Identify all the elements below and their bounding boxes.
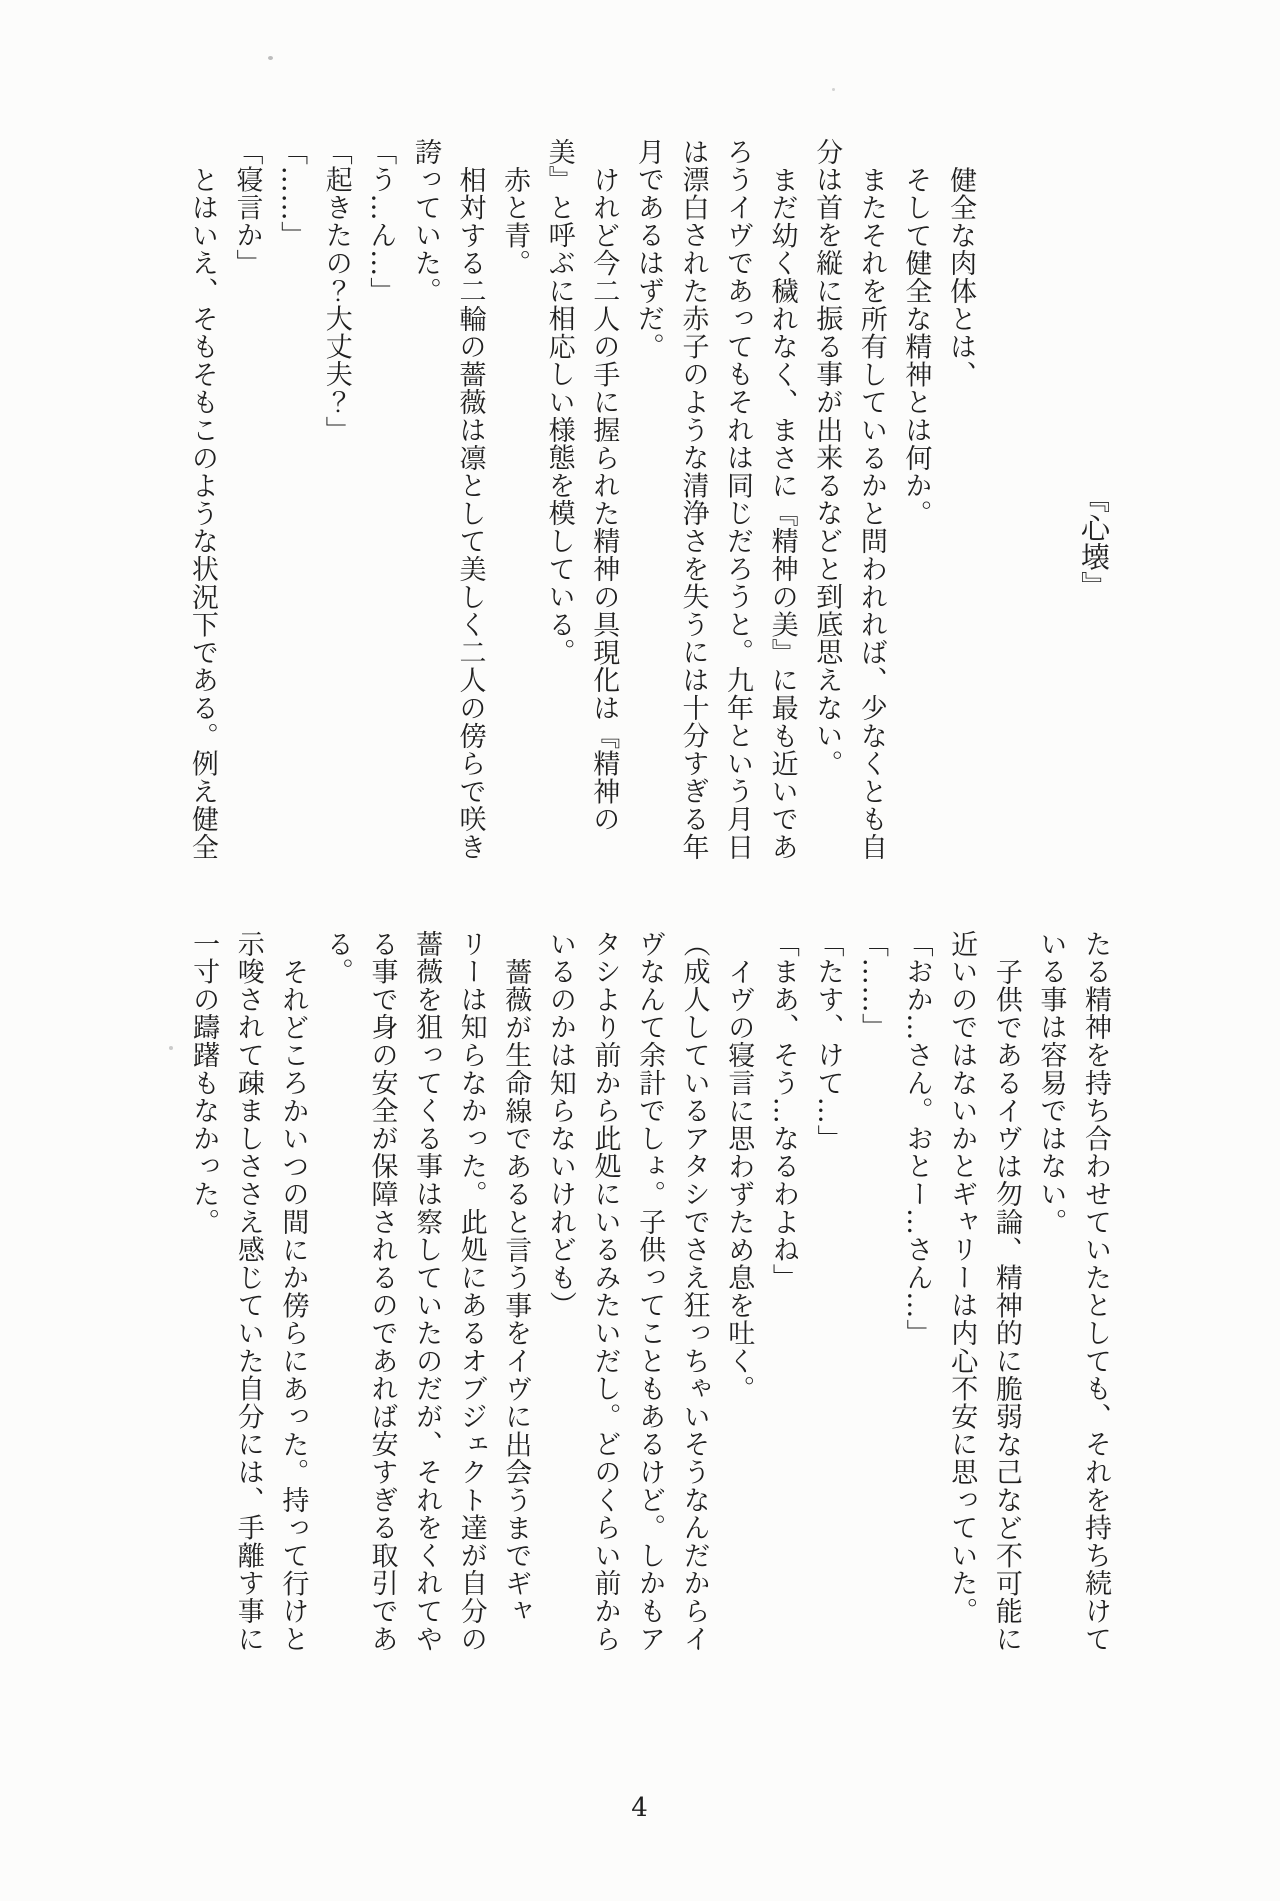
paragraph: 「おか…さん。おとー…さん…」: [901, 930, 933, 1347]
paragraph: （成人しているアタシでさえ狂っちゃいそうなんだからイヴなんて余計でしょ。子供ってこともあるけど。しかもアタシより前から此処にいるみたいだし。どのくらい前からいるのかは知らないけれども）: [544, 930, 710, 1653]
paragraph: 赤と青。: [499, 166, 531, 278]
paragraph: 「う…ん…」: [365, 138, 397, 305]
paragraph: たる精神を持ち合わせていたとしても、それを持ち続けている事は容易ではない。: [1035, 930, 1111, 1653]
paragraph: 「……」: [857, 930, 889, 1042]
paragraph: けれど今二人の手に握られた精神の具現化は『精神の美』と呼ぶに相応しい様態を模している。: [543, 138, 620, 834]
paragraph: そして健全な精神とは何か。: [900, 166, 932, 528]
paragraph: 「たす、けて…」: [812, 930, 844, 1153]
scan-speck: [832, 88, 835, 91]
paragraph: 子供であるイヴは勿論、精神的に脆弱な己など不可能に近いのではないかとギャリーは内心不安に思っていた。: [946, 930, 1022, 1653]
paragraph: 「……」: [276, 138, 308, 250]
paragraph: とはいえ、そもそもこのような状況下である。例え健全: [186, 166, 218, 861]
paragraph: 「まあ、そう…なるわよね」: [767, 930, 799, 1292]
paragraph: 「寝言か」: [231, 138, 263, 277]
paragraph: まだ幼く穢れなく、まさに『精神の美』に最も近いであろうイヴであってもそれは同じだろうと。九年という月日は漂白された赤子のような清浄さを失うには十分すぎる年月であるはずだ。: [632, 138, 798, 861]
paragraph: 「起きたの？大丈夫？」: [320, 138, 352, 444]
paragraph: イヴの寝言に思わずため息を吐く。: [723, 958, 755, 1403]
paragraph: 健全な肉体とは、: [945, 166, 976, 389]
paragraph: またそれを所有しているかと問われれば、少なくとも自分は首を縦に振る事が出来るなどと到底思えない。: [811, 138, 887, 861]
text-block-top: [176, 138, 982, 862]
paragraph: 薔薇が生命線であると言う事をイヴに出会うまでギャリーは知らなかった。此処にあるオブジェクト達が自分の薔薇を狙ってくる事は察していたのだが、それをくれてやる事で身の安全が保障されるのであれば安すぎる取引である。: [321, 930, 532, 1653]
text-block-bottom: [177, 930, 1117, 1654]
page-number: 4: [631, 1793, 649, 1823]
story-title: 『心壊』: [1077, 484, 1111, 600]
scan-speck: [268, 56, 273, 60]
scan-speck: [169, 1046, 173, 1050]
paragraph: 相対する二輪の薔薇は凛として美しく二人の傍らで咲き誇っていた。: [409, 138, 486, 861]
paragraph: それどころかいつの間にか傍らにあった。持って行けと示唆されて疎ましささえ感じていた自分には、手離す事に一寸の躊躇もなかった。: [188, 930, 309, 1653]
